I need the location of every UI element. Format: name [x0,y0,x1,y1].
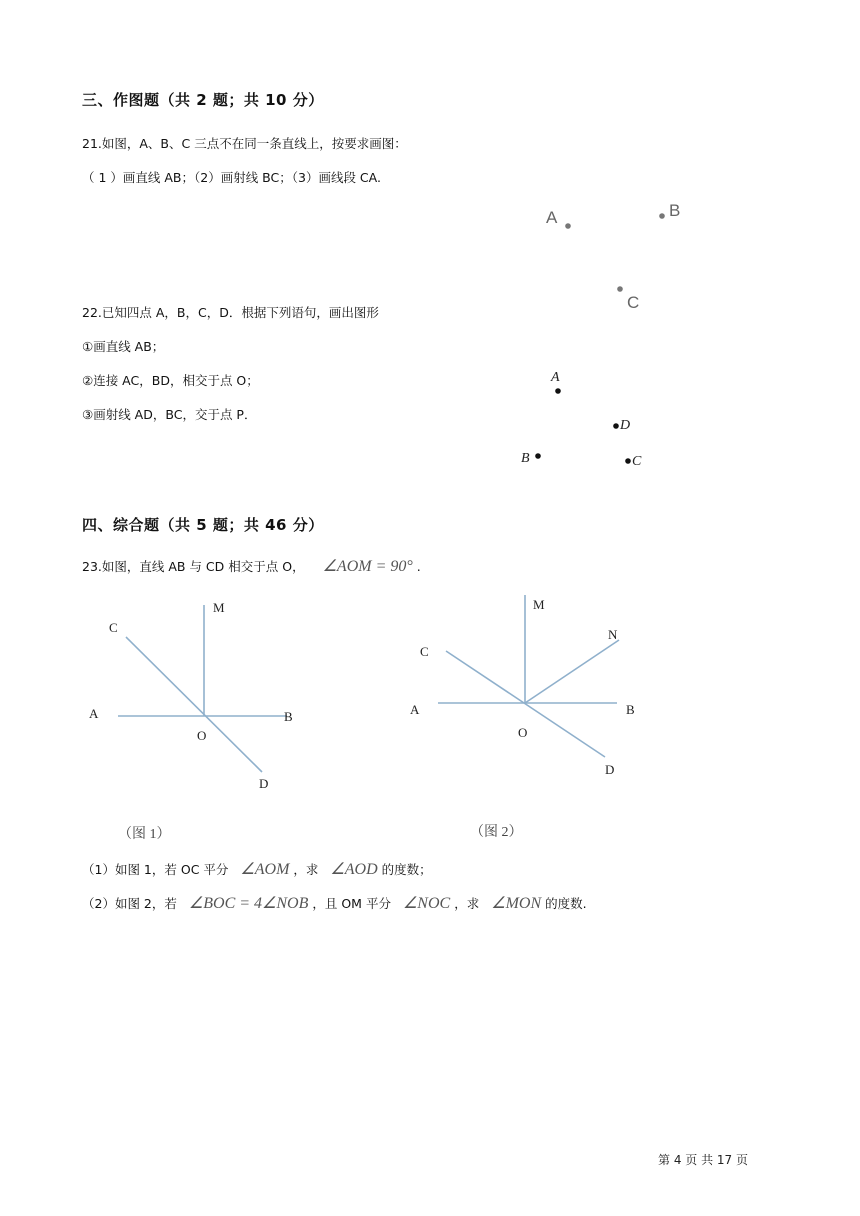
fig2-label-c: C [420,644,429,659]
q23-part2-text-d: 的度数. [545,896,587,911]
q23-part1-text-a: （1）如图 1，若 OC 平分 [82,862,229,877]
fig2-label-o: O [518,725,528,740]
fig1-label-b: B [284,709,293,724]
fig2-label-b: B [626,702,635,717]
q23-part2-text-b: ，且 OM 平分 [312,896,391,911]
q21-label-c: C [627,293,640,312]
q23-stem-math: ∠AOM = 90° [322,558,413,575]
q22-label-b: B [521,451,530,466]
section-heading-3: 三、作图题（共 2 题；共 10 分） [82,91,324,109]
q23-part1-text-b: ，求 [293,862,319,877]
fig1-label-m: M [213,600,225,615]
q23-part2-text-a: （2）如图 2，若 [82,896,177,911]
fig1-label-a: A [89,706,99,721]
q22-label-c: C [632,454,642,469]
q23-stem-end: . [416,559,421,574]
q21-parts: （ 1 ）画直线 AB；（2）画射线 BC；（3）画线段 CA. [82,170,381,185]
q22-stem: 22.已知四点 A，B，C，D．根据下列语句，画出图形 [82,305,379,320]
q21-label-b: B [669,201,681,220]
q23-part-1 [82,859,432,879]
q21-stem: 21.如图，A、B、C 三点不在同一条直线上，按要求画图： [82,136,407,151]
q23-part1-math-1: ∠AOM [240,861,290,878]
q23-part2-math-2: ∠NOC [402,895,451,912]
fig2-label-a: A [410,702,420,717]
fig1-label-c: C [109,620,118,635]
q22-label-d: D [620,418,631,433]
section-heading-4: 四、综合题（共 5 题；共 46 分） [82,516,324,534]
q23-part1-math-2: ∠AOD [330,861,378,878]
fig2-label-d: D [605,762,615,777]
fig1-caption: （图 1） [118,827,171,842]
fig2-ray-on [525,640,619,703]
q22-step-3: ③画射线 AD，BC，交于点 P． [82,407,257,422]
q22-label-a: A [551,370,560,385]
q22-step-1: ①画直线 AB； [82,339,165,354]
q23-part1-text-c: 的度数； [381,862,432,877]
q21-label-a: A [546,208,558,227]
q23-part-2 [82,893,587,913]
fig2-caption: （图 2） [470,825,523,840]
fig2-label-n: N [608,627,618,642]
fig1-label-o: O [197,728,207,743]
q23-part2-text-c: ，求 [454,896,480,911]
q23-stem-text: 23.如图，直线 AB 与 CD 相交于点 O， [82,559,305,574]
fig1-label-d: D [259,776,269,791]
q23-part2-math-3: ∠MON [491,895,542,912]
fig2-label-m: M [533,597,545,612]
page-number: 第 4 页 共 17 页 [658,1153,748,1167]
q23-part2-math-1: ∠BOC = 4∠NOB [188,895,309,912]
q22-step-2: ②连接 AC，BD，相交于点 O； [82,373,259,388]
